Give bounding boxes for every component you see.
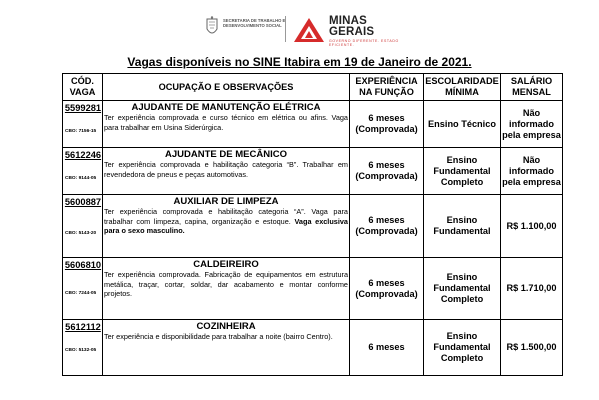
occupation-title: COZINHEIRA [196, 321, 256, 332]
notes-text: Ter experiência comprovada e curso técnico em elétrica ou afins. Vaga para trabalhar em Usina Siderúrgica. [104, 113, 348, 132]
experience-cell: 6 meses (Comprovada) [350, 148, 424, 195]
job-code-link[interactable]: 5600887 [64, 197, 102, 207]
occupation-cell [103, 258, 350, 320]
schooling-cell: Ensino Fundamental Completo [424, 148, 501, 195]
notes-text: Ter experiência comprovada. Fabricação de equipamentos em estrutura metálica, traçar, cortar, soldar, dar acabamento e montar conforme projetos. [104, 270, 348, 298]
cbo-code: CBO: 5132-05 [65, 348, 97, 353]
brand-line-1: MINAS [329, 15, 368, 27]
table-row [63, 320, 563, 376]
salary-cell: Não informado pela empresa [501, 148, 563, 195]
notes-text: Ter experiência comprovada e habilitação categoria “A”. Vaga para trabalhar com limpeza, capina, organização e estoque. [104, 207, 348, 226]
table-row [63, 195, 563, 258]
cbo-code: CBO: 5143-20 [65, 231, 97, 236]
code-cell [63, 320, 103, 376]
table-header-row [63, 74, 563, 101]
occupation-notes [103, 207, 349, 237]
header-salary: SALÁRIO MENSAL [501, 74, 563, 101]
brand-tagline: GOVERNO DIFERENTE. ESTADO EFICIENTE. [329, 39, 399, 47]
brand-name [329, 16, 374, 38]
cbo-code: CBO: 9144-05 [65, 176, 97, 181]
schooling-cell: Ensino Técnico [424, 101, 501, 148]
table-row [63, 101, 563, 148]
header-schooling: ESCOLARIDADE MÍNIMA [424, 74, 501, 101]
experience-cell: 6 meses (Comprovada) [350, 258, 424, 320]
schooling-cell: Ensino Fundamental Completo [424, 258, 501, 320]
job-code-link[interactable]: 5612112 [65, 322, 101, 332]
occupation-notes [103, 332, 349, 343]
experience-cell: 6 meses [350, 320, 424, 376]
salary-cell: R$ 1.710,00 [501, 258, 563, 320]
occupation-cell [103, 148, 350, 195]
notes-text: Ter experiência comprovada e habilitação categoria “B”. Trabalhar em revendedora de pneus e peças automotivas. [104, 160, 348, 179]
page-title: Vagas disponíveis no SINE Itabira em 19 de Janeiro de 2021. [127, 55, 472, 69]
state-crest-icon [205, 16, 219, 38]
table-row [63, 258, 563, 320]
table-row [63, 148, 563, 195]
salary-cell: Não informado pela empresa [501, 101, 563, 148]
occupation-notes [103, 113, 349, 133]
experience-cell: 6 meses (Comprovada) [350, 101, 424, 148]
notes-text: Ter experiência e disponibilidade para trabalhar a noite (bairro Centro). [104, 332, 333, 341]
job-code-link[interactable]: 5612246 [64, 150, 102, 160]
logo-divider [285, 16, 286, 42]
salary-cell: R$ 1.500,00 [501, 320, 563, 376]
code-cell [63, 195, 103, 258]
secretaria-text: SECRETARIA DE TRABALHO E DESENVOLVIMENTO SOCIAL [223, 18, 286, 28]
occupation-cell [103, 195, 350, 258]
job-code-link[interactable]: 5599281 [64, 103, 102, 113]
occupation-title: AUXILIAR DE LIMPEZA [173, 196, 279, 207]
cbo-code: CBO: 7244-05 [65, 291, 97, 296]
header-experience: EXPERIÊNCIA NA FUNÇÃO [350, 74, 424, 101]
occupation-cell [103, 101, 350, 148]
salary-cell: R$ 1.100,00 [501, 195, 563, 258]
occupation-notes [103, 160, 349, 180]
header-code: CÓD. VAGA [63, 74, 103, 101]
cbo-code: CBO: 7156-15 [65, 129, 97, 134]
experience-cell: 6 meses (Comprovada) [350, 195, 424, 258]
code-cell [63, 101, 103, 148]
occupation-notes [103, 270, 349, 300]
code-cell [63, 258, 103, 320]
code-cell [63, 148, 103, 195]
occupation-title: CALDEIREIRO [193, 259, 259, 270]
occupation-title: AJUDANTE DE MANUTENÇÃO ELÉTRICA [131, 102, 321, 113]
schooling-cell: Ensino Fundamental [424, 195, 501, 258]
schooling-cell: Ensino Fundamental Completo [424, 320, 501, 376]
job-code-link[interactable]: 5606810 [64, 260, 102, 270]
header-logos [205, 14, 405, 47]
occupation-title: AJUDANTE DE MECÂNICO [165, 149, 287, 160]
jobs-table [62, 73, 563, 376]
header-occupation: OCUPAÇÃO E OBSERVAÇÕES [103, 74, 350, 101]
occupation-cell [103, 320, 350, 376]
minas-gerais-logo-icon [293, 17, 325, 43]
brand-line-2: GERAIS [329, 26, 375, 38]
notes-bold-text: Vaga exclusiva para o sexo masculino. [104, 216, 348, 235]
